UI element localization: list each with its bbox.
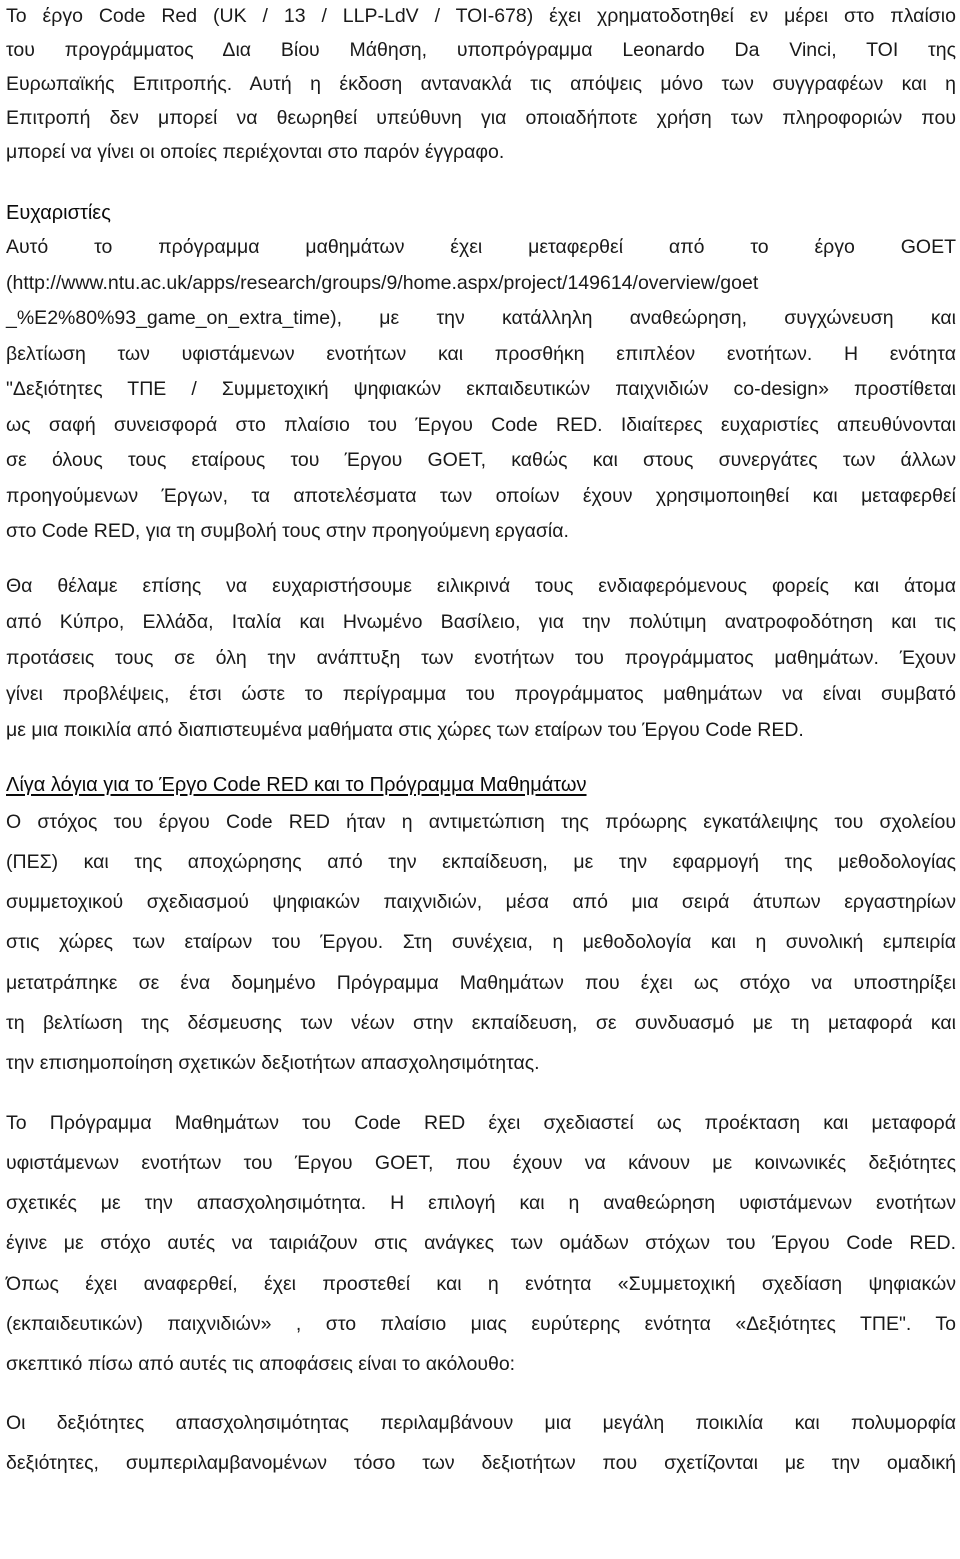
text-line: Το Πρόγραμμα Μαθημάτων του Code RED έχει σχεδιαστεί ως προέκταση και μεταφορά — [6, 1111, 956, 1134]
text-line: Οι δεξιότητες απασχολησιμότητας περιλαμβάνουν μια μεγάλη ποικιλία και πολυμορφία — [6, 1411, 956, 1434]
text-line: (http://www.ntu.ac.uk/apps/research/groups/9/home.aspx/project/149614/overview/goet — [6, 271, 759, 294]
text-line: την επισημοποίηση σχετικών δεξιοτήτων απασχολησιμότητας. — [6, 1052, 540, 1075]
text-line: έγινε με στόχο αυτές να ταιριάζουν στις ανάγκες των ομάδων στόχων του Έργου Code RED. — [6, 1232, 956, 1255]
text-line: μετατράπηκε σε ένα δομημένο Πρόγραμμα Μαθημάτων που έχει ως στόχο να υποστηρίξει — [6, 971, 956, 994]
text-line: "Δεξιότητες ΤΠΕ / Συμμετοχική ψηφιακών εκπαιδευτικών παιχνιδιών co-design» προστίθεται — [6, 378, 956, 400]
document-page — [6, 0, 956, 1483]
text-line: γίνει προβλέψεις, έτσι ώστε το περίγραμμα του προγράμματος μαθημάτων να είναι συμβατό — [6, 682, 956, 705]
about-heading: Λίγα λόγια για το Έργο Code RED και το Πρόγραμμα Μαθημάτων — [6, 773, 587, 796]
text-line: τη βελτίωση της δέσμευσης των νέων στην εκπαίδευση, σε συνδυασμό με τη μεταφορά και — [6, 1011, 956, 1034]
text-line: του προγράμματος Δια Βίου Μάθηση, υποπρόγραμμα Leonardo Da Vinci, TOI της — [6, 39, 956, 61]
text-line: Ευρωπαϊκής Επιτροπής. Αυτή η έκδοση αντανακλά τις απόψεις μόνο των συγγραφέων και η — [6, 73, 956, 95]
text-line: προηγούμενων Έργων, τα αποτελέσματα των οποίων έχουν χρησιμοποιηθεί και μεταφερθεί — [6, 484, 956, 507]
ack-heading: Ευχαριστίες — [6, 202, 111, 224]
text-line: από Κύπρο, Ελλάδα, Ιταλία και Ηνωμένο Βασίλειο, για την πολύτιμη ανατροφοδότηση και τις — [6, 610, 956, 633]
intro-paragraph — [6, 0, 956, 169]
thanks-paragraph — [6, 568, 956, 748]
text-line: με μια ποικιλία από διαπιστευμένα μαθήματα στις χώρες των εταίρων του Έργου Code RED. — [6, 718, 804, 741]
about-paragraph — [6, 802, 956, 1084]
text-line: ως σαφή συνεισφορά στο πλαίσιο του Έργου Code RED. Ιδιαίτερες ευχαριστίες απευθύνονται — [6, 413, 956, 436]
text-line: σχετικές με την απασχολησιμότητα. Η επιλογή και η αναθεώρηση υφιστάμενων ενοτήτων — [6, 1192, 956, 1215]
text-line: Θα θέλαμε επίσης να ευχαριστήσουμε ειλικρινά τους ενδιαφερόμενους φορείς και άτομα — [6, 574, 956, 597]
text-line: Επιτροπή δεν μπορεί να θεωρηθεί υπεύθυνη για οποιαδήποτε χρήση των πληροφοριών που — [6, 107, 956, 129]
text-line: Αυτό το πρόγραμμα μαθημάτων έχει μεταφερθεί από το έργο GOET — [6, 236, 956, 258]
text-line: μπορεί να γίνει οι οποίες περιέχονται στο παρόν έγγραφο. — [6, 141, 505, 163]
text-line: δεξιότητες, συμπεριλαμβανομένων τόσο των δεξιοτήτων που σχετίζονται με την ομαδική — [6, 1451, 956, 1474]
text-line: σε όλους τους εταίρους του Έργου GOET, καθώς και στους συνεργάτες των άλλων — [6, 449, 956, 471]
text-line: Το έργο Code Red (UK / 13 / LLP-LdV / TOI-678) έχει χρηματοδοτηθεί εν μέρει στο πλαίσιο — [6, 5, 956, 27]
text-line: Ο στόχος του έργου Code RED ήταν η αντιμετώπιση της πρόωρης εγκατάλειψης του σχολείου — [6, 810, 956, 833]
skills-paragraph — [6, 1403, 956, 1484]
text-line: Όπως έχει αναφερθεί, έχει προστεθεί και η ενότητα «Συμμετοχική σχεδίαση ψηφιακών — [6, 1272, 956, 1295]
text-line: συμμετοχικού σχεδιασμού ψηφιακών παιχνιδιών, μέσα από μια σειρά άτυπων εργαστηρίων — [6, 891, 956, 914]
text-line: υφιστάμενων ενοτήτων του Έργου GOET, που έχουν να κάνουν με κοινωνικές δεξιότητες — [6, 1151, 956, 1174]
text-line: στις χώρες των εταίρων του Έργου. Στη συνέχεια, η μεθοδολογία και η συνολική εμπειρία — [6, 931, 956, 954]
text-line: (ΠΕΣ) και της αποχώρησης από την εκπαίδευση, με την εφαρμογή της μεθοδολογίας — [6, 850, 956, 873]
program-paragraph — [6, 1103, 956, 1385]
text-line: προτάσεις τους σε όλη την ανάπτυξη των ενοτήτων του προγράμματος μαθημάτων. Έχουν — [6, 646, 956, 669]
text-line: βελτίωση των υφιστάμενων ενοτήτων και προσθήκη επιπλέον ενοτήτων. Η ενότητα — [6, 342, 956, 365]
text-line: (εκπαιδευτικών) παιχνιδιών» , στο πλαίσιο μιας ευρύτερης ενότητα «Δεξιότητες ΤΠΕ". Το — [6, 1313, 956, 1336]
text-line: στο Code RED, για τη συμβολή τους στην προηγούμενη εργασία. — [6, 520, 569, 542]
ack-paragraph — [6, 230, 956, 550]
text-line: _%E2%80%93_game_on_extra_time), με την κατάλληλη αναθεώρηση, συγχώνευση και — [6, 307, 956, 329]
text-line: σκεπτικό πίσω από αυτές τις αποφάσεις είναι το ακόλουθο: — [6, 1353, 516, 1376]
